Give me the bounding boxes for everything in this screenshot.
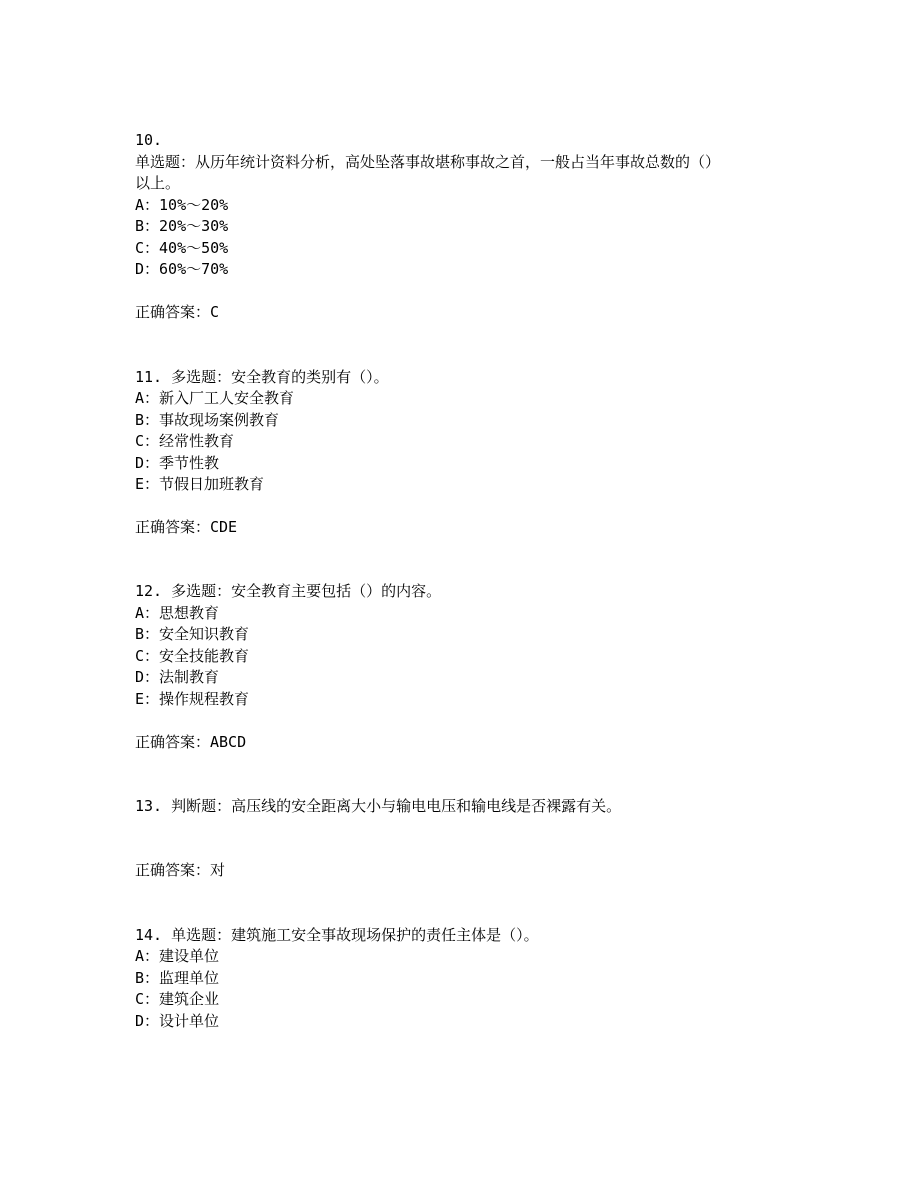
q10-answer: 正确答案：C	[135, 303, 220, 321]
q12-answer: 正确答案：ABCD	[135, 733, 247, 751]
q11-option-d: D：季节性教	[135, 454, 220, 472]
q14-option-b: B：监理单位	[135, 969, 220, 987]
q10-option-a: A：10%～20%	[135, 196, 229, 214]
q10-number: 10.	[135, 131, 163, 149]
q13-answer: 正确答案：对	[135, 861, 226, 879]
q12-stem: 12. 多选题：安全教育主要包括（）的内容。	[135, 582, 442, 600]
q10-option-d: D：60%～70%	[135, 260, 229, 278]
q12-option-e: E：操作规程教育	[135, 690, 250, 708]
q14-stem: 14. 单选题：建筑施工安全事故现场保护的责任主体是（）。	[135, 926, 539, 944]
q11-answer: 正确答案：CDE	[135, 518, 238, 536]
q12-option-a: A：思想教育	[135, 604, 220, 622]
q10-stem-line2: 以上。	[135, 174, 181, 192]
q12-option-b: B：安全知识教育	[135, 625, 250, 643]
q13-stem: 13. 判断题：高压线的安全距离大小与输电电压和输电线是否裸露有关。	[135, 797, 622, 815]
q14-option-c: C：建筑企业	[135, 990, 220, 1008]
q11-option-a: A：新入厂工人安全教育	[135, 389, 295, 407]
q11-option-c: C：经常性教育	[135, 432, 235, 450]
q11-option-b: B：事故现场案例教育	[135, 411, 280, 429]
q14-option-a: A：建设单位	[135, 947, 220, 965]
q10-stem-line1: 单选题：从历年统计资料分析，高处坠落事故堪称事故之首，一般占当年事故总数的（）	[135, 153, 721, 171]
q10-option-c: C：40%～50%	[135, 239, 229, 257]
q12-option-c: C：安全技能教育	[135, 647, 250, 665]
q14-option-d: D：设计单位	[135, 1012, 220, 1030]
q12-option-d: D：法制教育	[135, 668, 220, 686]
q10-option-b: B：20%～30%	[135, 217, 229, 235]
q11-option-e: E：节假日加班教育	[135, 475, 265, 493]
q11-stem: 11. 多选题：安全教育的类别有（）。	[135, 368, 389, 386]
